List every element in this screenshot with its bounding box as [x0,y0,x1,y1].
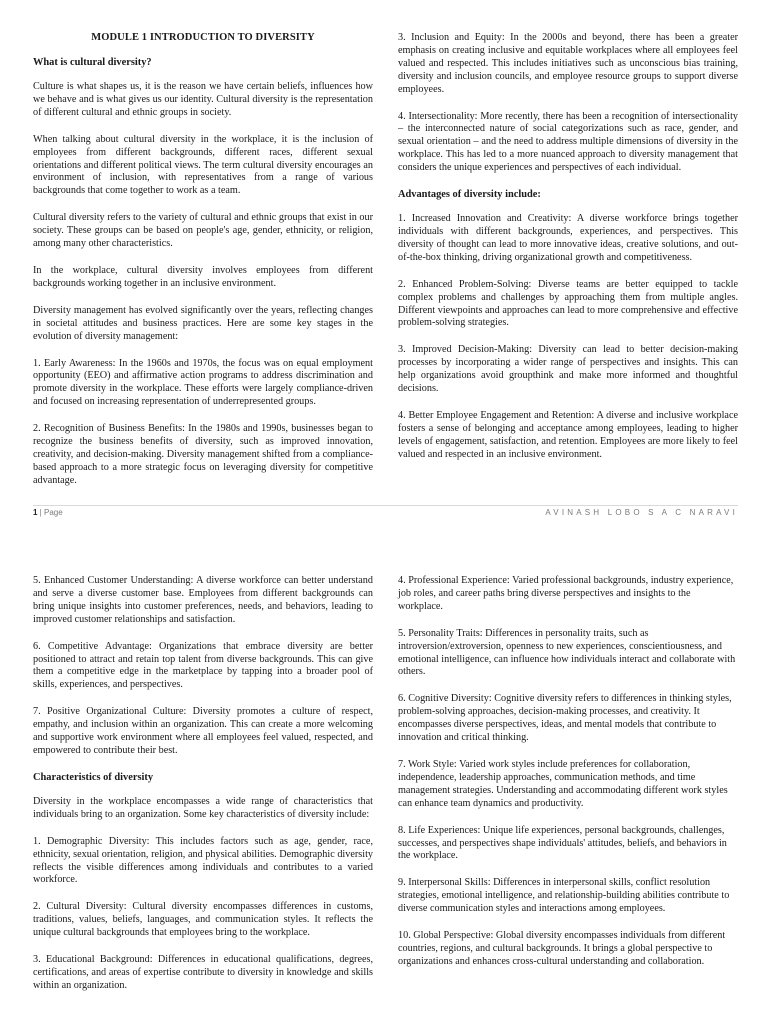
p1-right-paragraph-4: 2. Enhanced Problem-Solving: Diverse teams are better equipped to tackle complex problems and challenges by approaching them from multiple angles. Different viewpoints and approaches can lead to more comprehensive and effective problem-solving strategies. [398,278,738,329]
p2-right-paragraph-2: 6. Cognitive Diversity: Cognitive diversity refers to differences in thinking styles, problem-solving approaches, decision-making processes, and creativity. It encompasses diverse perspectives, ideas, and mental models that contribute to innovation and critical thinking. [398,693,732,744]
page2-right-column [398,575,738,983]
p2-right-paragraph-1: 5. Personality Traits: Differences in personality traits, such as introversion/extroversion, openness to new experiences, conscientiousness, and emotional intelligence, can influence how individuals interact and collaborate with others. [398,627,736,678]
p1-left-paragraph-2: When talking about cultural diversity in the workplace, it is the inclusion of employees from different backgrounds, different races, different sexual orientations and different political views. The term cultural diversity encourages an environment of inclusion, with representatives from a range of various backgrounds that come together to work as a team. [33,133,373,197]
p1-left-paragraph-1: Culture is what shapes us, it is the reason we have certain beliefs, influences how we behave and is what gives us our identity. Cultural diversity is the representation of different cultural and ethnic groups in society. [33,81,373,118]
footer-author: AVINASH LOBO S A C NARAVI [545,508,738,517]
p1-left-paragraph-5: Diversity management has evolved significantly over the years, reflecting changes in societal attitudes and business practices. Here are some key stages in the evolution of diversity management: [33,304,373,342]
p1-left-paragraph-7: 2. Recognition of Business Benefits: In the 1980s and 1990s, businesses began to recognize the business benefits of diversity, such as improved innovation, creativity, and decision-making. Diversity management shifted from a compliance-based approach to a more strategic focus on leveraging diversity for competitive advantage. [33,423,373,486]
p1-right-paragraph-3: 1. Increased Innovation and Creativity: A diverse workforce brings together individuals with different backgrounds, experiences, and perspectives. This diversity of thought can lead to more innovative ideas, creative solutions, and out-of-the-box thinking, driving organizational growth and competitiveness. [398,213,738,263]
p2-left-heading-3: Characteristics of diversity [33,771,154,783]
p2-right-paragraph-4: 8. Life Experiences: Unique life experiences, personal backgrounds, challenges, successes, and perspectives shape individuals' attitudes, beliefs, and behaviors in the workplace. [398,824,727,862]
page-number-value: 1 [33,508,38,517]
p2-left-paragraph-1: 6. Competitive Advantage: Organizations that embrace diversity are better positioned to attract and retain top talent from diverse backgrounds. This can give them a competitive edge in the marketplace by tapping into a broader pool of skills, experiences, and perspectives. [33,640,373,691]
p1-right-heading-2: Advantages of diversity include: [398,189,541,201]
page1-left-column [33,32,373,502]
page1-right-column [398,32,738,476]
p2-right-paragraph-6: 10. Global Perspective: Global diversity encompasses individuals from different countries, regions, and cultural backgrounds. It brings a global perspective to organizations and enhances cross-cultural understanding and collaboration. [398,930,726,967]
page-number [33,508,63,517]
p2-left-paragraph-0: 5. Enhanced Customer Understanding: A diverse workforce can better understand and serve a diverse customer base. Employees from different backgrounds can bring unique insights into customer preferences, needs, and behaviors, leading to improved customer relationships and satisfaction. [33,575,373,625]
p2-right-paragraph-3: 7. Work Style: Varied work styles include preferences for collaboration, independence, leadership approaches, communication methods, and time management strategies. Understanding and accommodating different work styles can enhance team dynamics and productivity. [398,758,728,809]
p2-right-paragraph-0: 4. Professional Experience: Varied professional backgrounds, industry experience, job roles, and career paths bring diverse perspectives and insights to the workplace. [398,575,734,612]
p1-left-heading-0: What is cultural diversity? [33,57,152,68]
p1-left-paragraph-3: Cultural diversity refers to the variety of cultural and ethnic groups that exist in our society. These groups can be based on people's age, gender, ethnicity, or religion, among many other characteristics. [33,212,373,250]
page-number-label: | Page [37,508,63,517]
module-title: MODULE 1 INTRODUCTION TO DIVERSITY [91,32,315,43]
document-page-2 [0,540,768,1024]
p2-left-paragraph-2: 7. Positive Organizational Culture: Diversity promotes a culture of respect, empathy, and inclusion within an organization. This can create a more welcoming and supportive work environment where all employees feel valued, respected, and empowered to contribute their best. [33,706,373,756]
p2-right-paragraph-5: 9. Interpersonal Skills: Differences in interpersonal skills, conflict resolution strategies, emotional intelligence, and relationship-building abilities contribute to diverse communication styles and interactions among employees. [398,877,730,915]
p2-left-paragraph-7: 3. Educational Background: Differences in educational qualifications, degrees, certifications, and areas of expertise contribute to diversity in knowledge and skills within an organization. [33,954,373,991]
p1-left-paragraph-6: 1. Early Awareness: In the 1960s and 1970s, the focus was on equal employment opportunity (EEO) and affirmative action programs to address discrimination and promote diversity in the workplace. These efforts were largely compliance-driven and focused on increasing representation of underrepresented groups. [33,357,373,408]
p2-left-paragraph-6: 2. Cultural Diversity: Cultural diversity encompasses differences in customs, traditions, values, beliefs, languages, and communication styles. It reflects the unique cultural backgrounds that employees bring to the workplace. [33,901,373,939]
p1-right-paragraph-5: 3. Improved Decision-Making: Diversity can lead to better decision-making processes by incorporating a wider range of perspectives and insights. This can help organizations avoid groupthink and make more informed and thoughtful decisions. [398,344,738,395]
p1-right-paragraph-6: 4. Better Employee Engagement and Retention: A diverse and inclusive workplace fosters a sense of belonging and acceptance among employees, leading to higher levels of engagement, satisfaction, and retention. Employees are more likely to feel valued and respected in an inclusive environment. [398,409,738,460]
p1-right-paragraph-0: 3. Inclusion and Equity: In the 2000s and beyond, there has been a greater emphasis on creating inclusive and equitable workplaces where all employees feel valued and respected. This includes initiatives such as unconscious bias training, diversity and inclusion councils, and employee resource groups to support diverse employees. [398,32,738,95]
p1-left-paragraph-4: In the workplace, cultural diversity involves employees from different backgrounds working together in an inclusive environment. [33,264,373,289]
page-footer [33,505,738,522]
p2-left-paragraph-5: 1. Demographic Diversity: This includes factors such as age, gender, race, ethnicity, sexual orientation, religion, and physical abilities. Demographic diversity reflects the visible differences among individuals and contributes to a varied workforce. [33,835,373,886]
p2-left-paragraph-4: Diversity in the workplace encompasses a wide range of characteristics that individuals bring to an organization. Some key characteristics of diversity include: [33,795,373,820]
page2-left-column [33,575,373,1007]
p1-right-paragraph-1: 4. Intersectionality: More recently, there has been a recognition of intersectionality – the interconnected nature of social categorizations such as race, gender, and sexual orientation – and the need to address multiple dimensions of diversity in the workplace. This has led to a more nuanced approach to diversity management that considers the unique experiences and perspectives of each individual. [398,110,738,174]
